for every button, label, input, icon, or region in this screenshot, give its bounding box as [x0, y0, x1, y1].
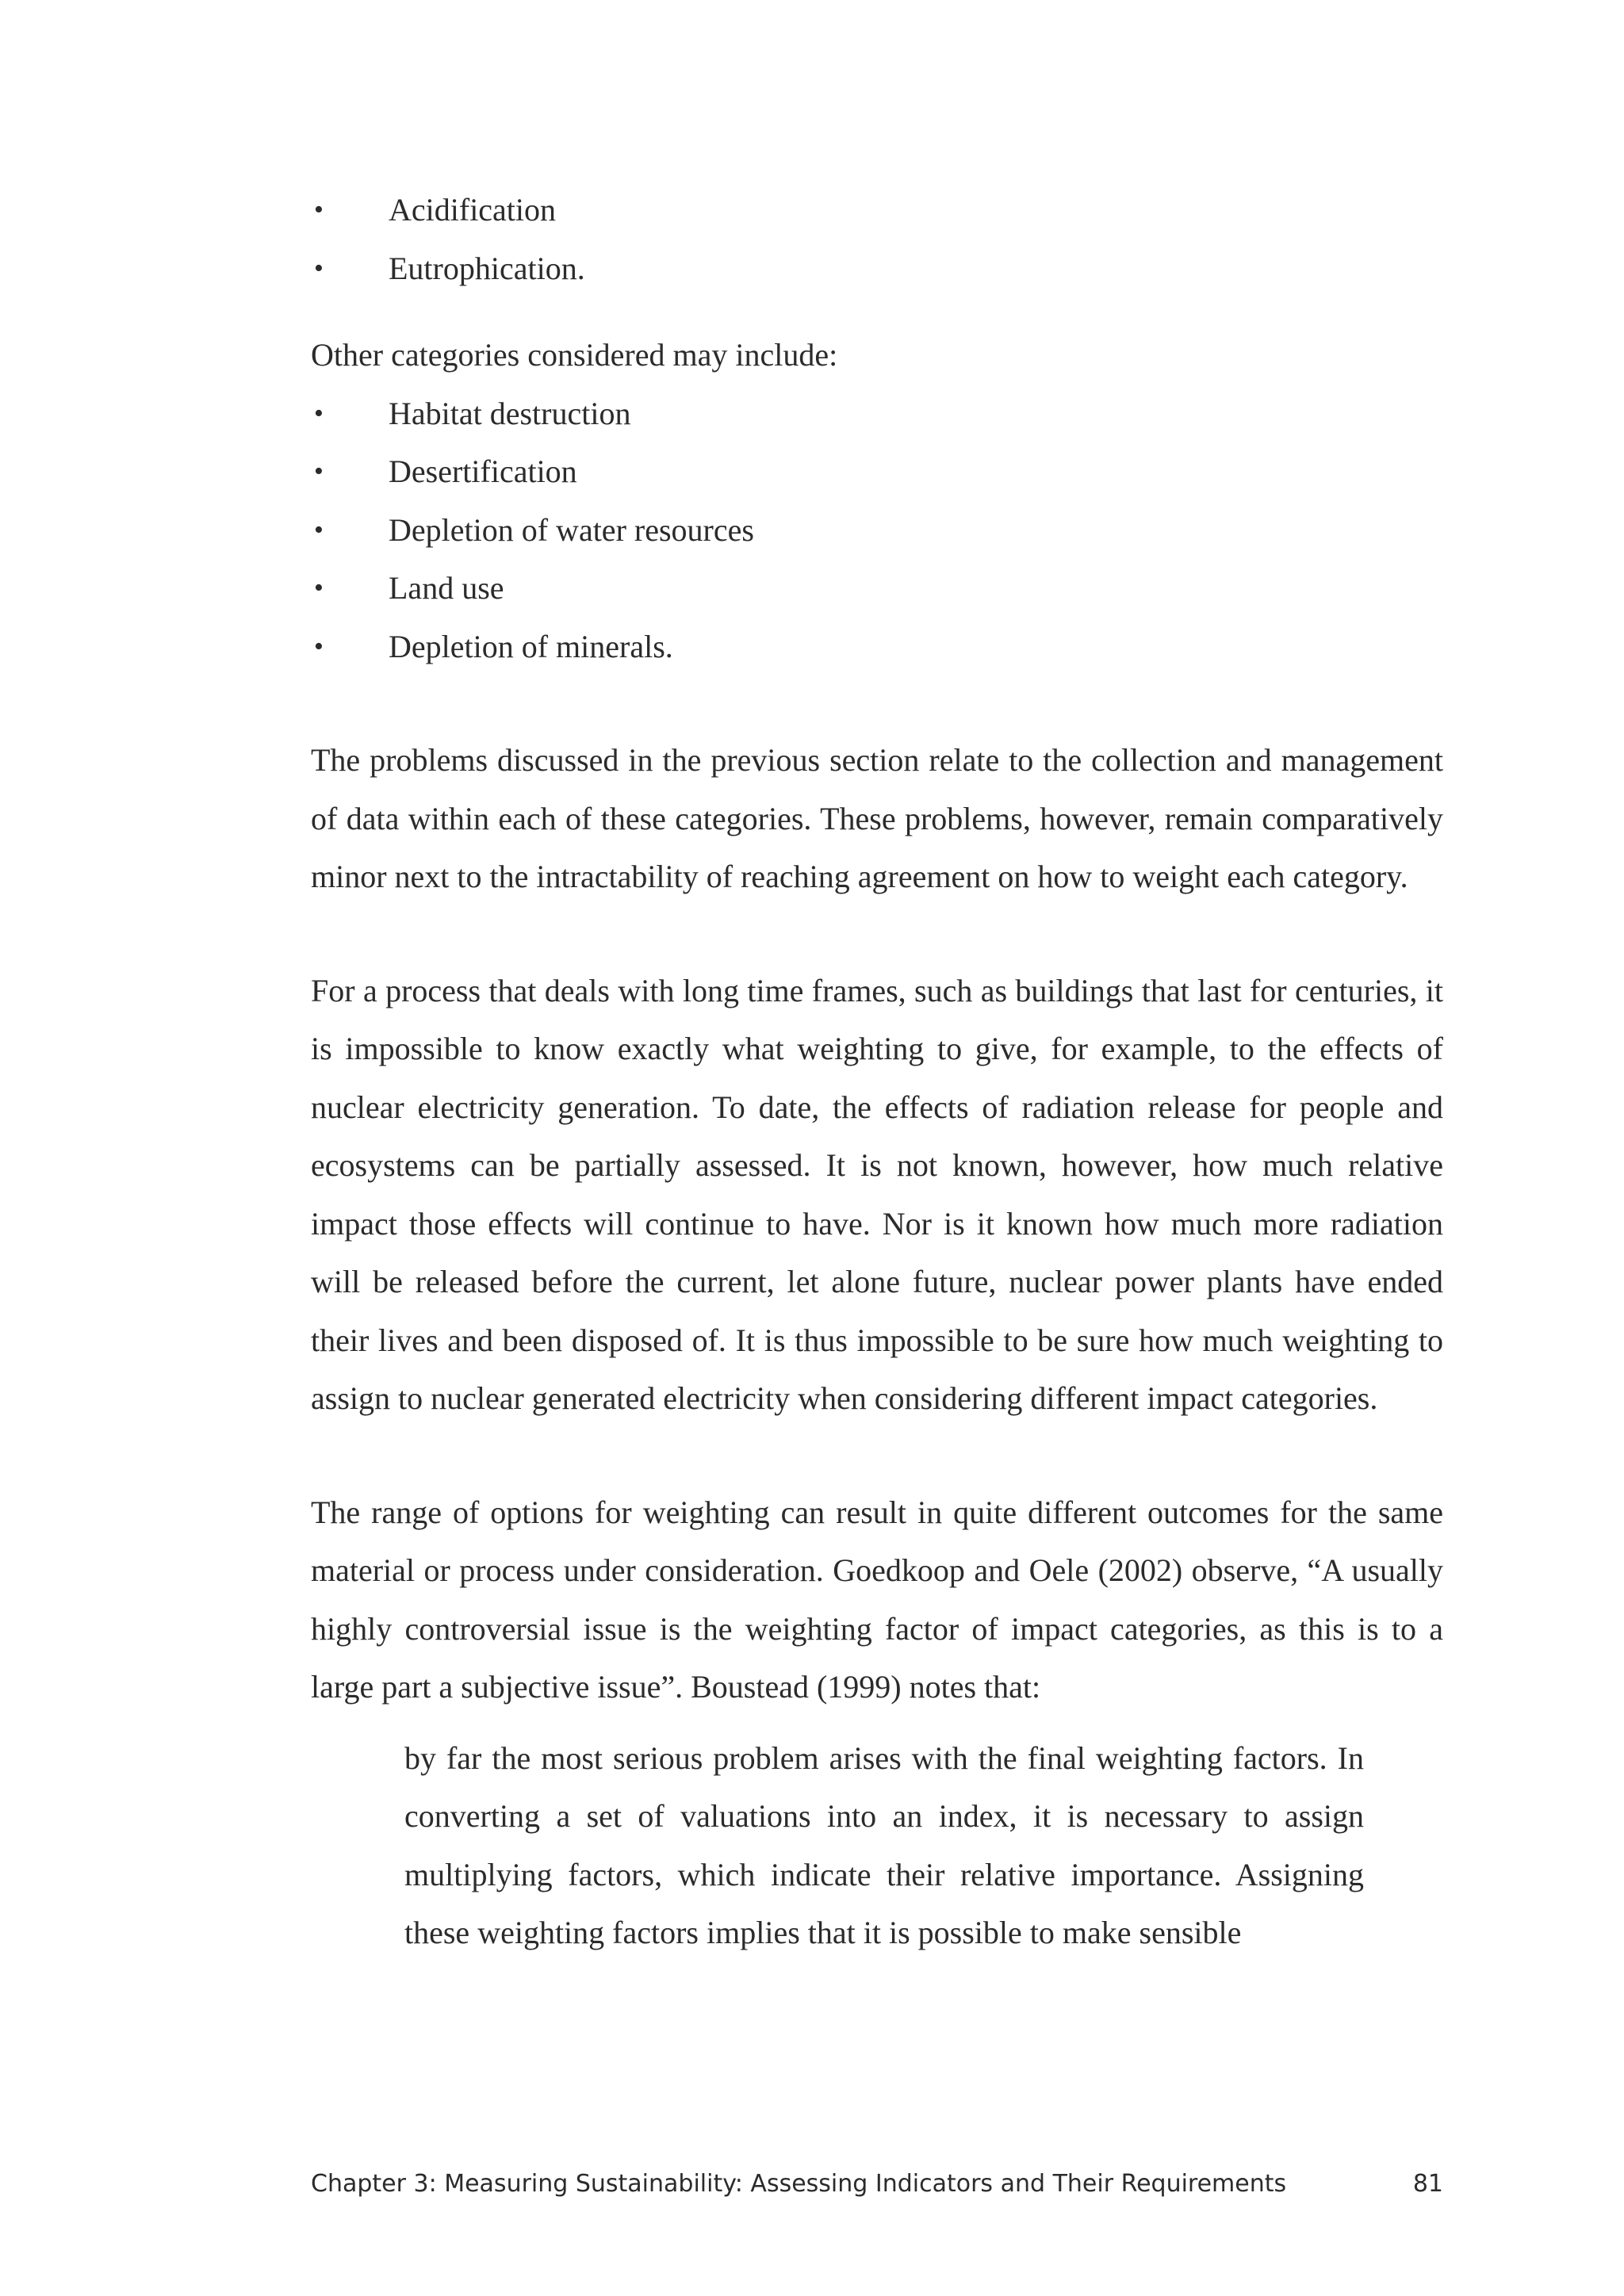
list-item-text: Depletion of minerals.: [389, 628, 673, 664]
spacer: [311, 906, 1443, 962]
page-number: 81: [1412, 2170, 1443, 2198]
list-item-text: Acidification: [389, 192, 557, 228]
page-body: [311, 181, 1443, 1962]
list-item: [311, 501, 1443, 560]
footer-chapter-title: Chapter 3: Measuring Sustainability: Assessing Indicators and Their Requirements: [311, 2170, 1287, 2198]
bullet-icon: •: [314, 195, 324, 224]
bullet-icon: •: [314, 253, 324, 283]
bullet-icon: •: [314, 457, 324, 486]
other-categories-lead: Other categories considered may include:: [311, 337, 838, 373]
list-item-text: Habitat destruction: [389, 395, 631, 431]
bullet-icon: •: [314, 573, 324, 603]
list-item: [311, 618, 1443, 676]
spacer: [311, 1428, 1443, 1483]
paragraph-weighting-options: The range of options for weighting can result in quite different outcomes for the same material or process under consideration. Goedkoop and Oele (2002) observe, “A usually highly controversial issue is the weighting factor of impact categories, as this is to a large part a subjective issue”. Boustead (1999) notes that:: [311, 1494, 1443, 1705]
list-item-text: Eutrophication.: [389, 250, 585, 286]
list-item: [311, 181, 1443, 239]
list-item-text: Land use: [389, 570, 504, 606]
paragraph-problems: The problems discussed in the previous section relate to the collection and management of data within each of these categories. These problems, however, remain comparatively minor next to the intractability of reaching agreement on how to weight each category.: [311, 742, 1443, 894]
list-item: [311, 239, 1443, 298]
bullet-icon: •: [314, 398, 324, 428]
impact-category-list: [311, 181, 1443, 297]
list-item-text: Depletion of water resources: [389, 511, 754, 548]
bullet-icon: •: [314, 631, 324, 661]
list-item: [311, 559, 1443, 618]
list-item: [311, 385, 1443, 443]
block-quote: by far the most serious problem arises with the final weighting factors. In converting a set of valuations into an index, it is necessary to assign multiplying factors, which indicate their relative importance. Assigning these weighting factors implies that it is possible to make sensible: [404, 1739, 1364, 1950]
list-item: [311, 442, 1443, 501]
spacer: [311, 675, 1443, 731]
list-item-text: Desertification: [389, 453, 577, 489]
other-categories-list: [311, 385, 1443, 676]
paragraph-nuclear: For a process that deals with long time frames, such as buildings that last for centuries, it is impossible to know exactly what weighting to give, for example, to the effects of nuclear electricity generation. To date, the effects of radiation release for people and ecosystems can be partially assessed. It is not known, however, how much relative impact those effects will continue to have. Nor is it known how much more radiation will be released before the current, let alone future, nuclear power plants have ended their lives and been disposed of. It is thus impossible to be sure how much weighting to assign to nuclear generated electricity when considering different impact categories.: [311, 972, 1443, 1416]
bullet-icon: •: [314, 515, 324, 545]
